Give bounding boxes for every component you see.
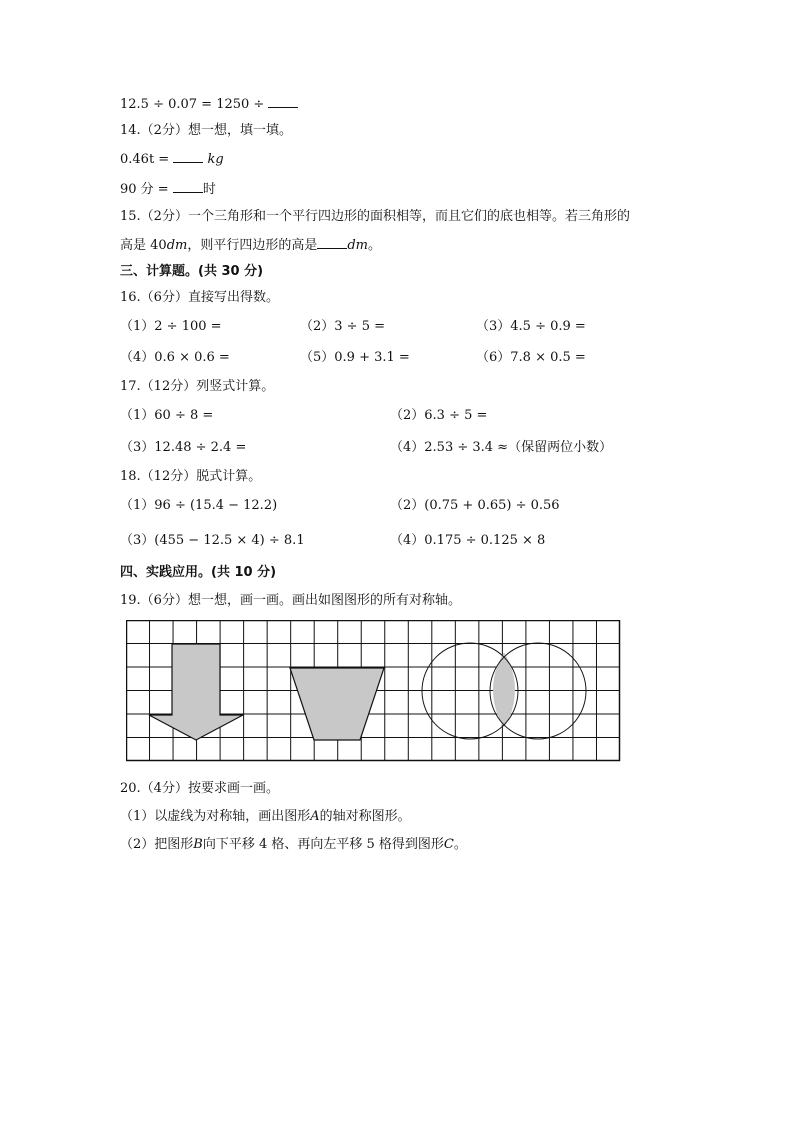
q15-line2-end: 。 [368,238,382,253]
q20-item2-var1: B [193,837,203,852]
q17-item-3: （3）12.48 ÷ 2.4 = [120,440,247,455]
q14-line1 [120,150,224,169]
q16-title: 16.（6分）直接写出得数。 [120,290,279,305]
lens-shape [493,652,515,727]
section3-title: 三、计算题。(共 30 分) [120,264,264,279]
q16-item-2: （2）3 ÷ 5 = [300,319,385,334]
section4-title: 四、实践应用。(共 10 分) [120,565,277,580]
q18-item-3: （3）(455 − 12.5 × 4) ÷ 8.1 [120,533,305,548]
arrow-shape [149,644,243,740]
q14-line1-unit: kg [207,152,224,167]
q17-item-4: （4）2.53 ÷ 3.4 ≈（保留两位小数） [390,440,613,455]
q18-item-1: （1）96 ÷ (15.4 − 12.2) [120,498,278,513]
q15-unit2: dm [347,238,369,253]
q15-line2 [120,236,381,255]
q20-item1-prefix: （1）以虚线为对称轴，画出图形 [120,809,311,824]
q16-item-3: （3）4.5 ÷ 0.9 = [476,319,586,334]
q15-line2-mid: ，则平行四边形的高是 [187,238,318,253]
q13-answer-blank[interactable] [268,95,298,108]
q20-item-1 [120,808,411,826]
q20-item2-var2: C [443,837,454,852]
q16-item-5: （5）0.9 + 3.1 = [300,350,410,365]
q14-line2 [120,180,216,199]
q20-item1-var: A [310,809,320,824]
q18-item-2: （2）(0.75 + 0.65) ÷ 0.56 [390,498,560,513]
q20-item2-prefix: （2）把图形 [120,837,194,852]
q14-line2-prefix: 90 分 = [120,182,169,197]
q17-item-2: （2）6.3 ÷ 5 = [390,408,488,423]
q15-answer-blank[interactable] [317,236,347,249]
q16-item-4: （4）0.6 × 0.6 = [120,350,230,365]
q19-title: 19.（6分）想一想，画一画。画出如图图形的所有对称轴。 [120,593,461,608]
q15-unit1: dm [166,238,188,253]
q13-tail-line [120,95,298,114]
q20-item-2 [120,836,467,854]
q14-line2-blank[interactable] [173,180,203,193]
q14-title: 14.（2分）想一想，填一填。 [120,123,292,138]
q15-line2-prefix: 高是 40 [120,238,167,253]
q13-expr: 12.5 ÷ 0.07 = 1250 ÷ [120,97,269,112]
q17-title: 17.（12分）列竖式计算。 [120,379,275,394]
q20-item2-mid: 向下平移 4 格、再向左平移 5 格得到图形 [202,837,444,852]
trapezoid-shape [290,668,384,740]
q20-item1-suffix: 的轴对称图形。 [319,809,411,824]
q14-line1-blank[interactable] [173,150,203,163]
q16-item-1: （1）2 ÷ 100 = [120,319,222,334]
q14-line2-unit: 时 [202,182,216,197]
q20-item2-suffix: 。 [453,837,467,852]
q18-item-4: （4）0.175 ÷ 0.125 × 8 [390,533,546,548]
q16-item-6: （6）7.8 × 0.5 = [476,350,586,365]
q15-line1: 15.（2分）一个三角形和一个平行四边形的面积相等，而且它们的底也相等。若三角形的 [120,209,630,224]
q18-title: 18.（12分）脱式计算。 [120,469,262,484]
q20-title: 20.（4分）按要求画一画。 [120,781,279,796]
q14-line1-prefix: 0.46t = [120,152,170,167]
symmetry-grid-figure[interactable] [126,620,622,788]
q17-item-1: （1）60 ÷ 8 = [120,408,214,423]
